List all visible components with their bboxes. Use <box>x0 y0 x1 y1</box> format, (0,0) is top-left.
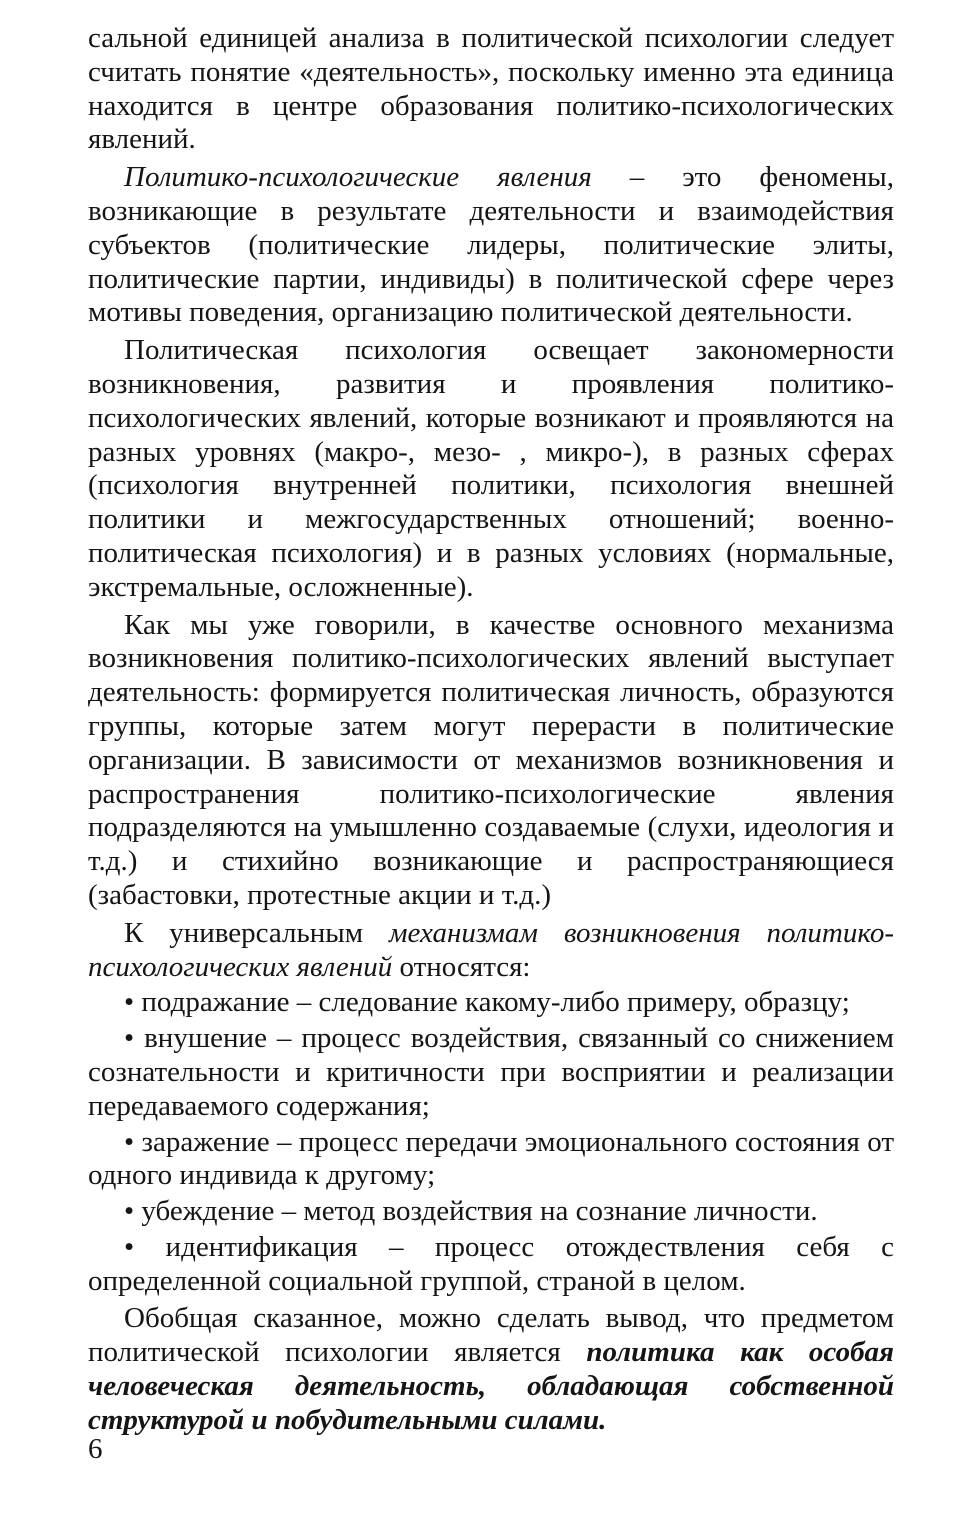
paragraph-conclusion <box>88 1302 894 1437</box>
paragraph-text: Политическая психология освещает закономерности возникновения, развития и проявления политико-психологических явлений, которые возникают и проявляются на разных уровнях (макро-, мезо- , микро-), в разных сферах (психология внутренней политики, психология внешней политики и межгосударственных отношений; военно-политическая психология) и в разных условиях (нормальные, экстремальные, осложненные). <box>88 334 894 603</box>
paragraph-lead: К универсальным <box>124 916 389 949</box>
paragraph-mechanism <box>88 609 894 913</box>
paragraph-continuation <box>88 22 894 157</box>
defined-term: Политико-психологические явления <box>124 161 592 194</box>
list-item: • подражание – следование какому-либо примеру, образцу; <box>124 986 850 1019</box>
paragraph-lead: Обобщая сказанное, можно сделать вывод, что предметом политической психологии является <box>88 1302 894 1369</box>
list-item: • внушение – процесс воздействия, связанный со снижением сознательности и критичности при восприятии и реализации передаваемого содержания; <box>88 1022 894 1122</box>
paragraph-definition <box>88 161 894 330</box>
list-item: • убеждение – метод воздействия на сознание личности. <box>124 1195 818 1228</box>
key-conclusion: политика как особая человеческая деятельность, обладающая собственной структурой и побудительными силами. <box>88 1336 894 1436</box>
page-number: 6 <box>88 1433 103 1465</box>
emphasized-term: механизмам возникновения политико-психологических явлений <box>88 916 894 983</box>
paragraph-text: относятся: <box>392 950 531 983</box>
paragraph-scope <box>88 334 894 604</box>
paragraph-text: Как мы уже говорили, в качестве основного механизма возникновения политико-психологических явлений выступает деятельность: формируется политическая личность, образуются группы, которые затем могут перерасти в политические организации. В зависимости от механизмов возникновения и распространения политико-психологические явления подразделяются на умышленно создаваемые (слухи, идеология и т.д.) и стихийно возникающие и распространяющиеся (забастовки, протестные акции и т.д.) <box>88 608 894 911</box>
list-item: • идентификация – процесс отождествления себя с определенной социальной группой, страной в целом. <box>88 1230 894 1297</box>
text-column <box>88 22 894 1438</box>
list-item: • заражение – процесс передачи эмоционального состояния от одного индивида к другому; <box>88 1125 894 1192</box>
paragraph-text: сальной единицей анализа в политической психологии следует считать понятие «деятельность», поскольку именно эта единица находится в центре образования политико-психологических явлений. <box>88 22 894 156</box>
paragraph-list-intro <box>88 917 894 985</box>
paragraph-text: – это феномены, возникающие в результате деятельности и взаимодействия субъектов (политические лидеры, политические элиты, политические партии, индивиды) в политической сфере через мотивы поведения, организацию политической деятельности. <box>88 161 894 329</box>
